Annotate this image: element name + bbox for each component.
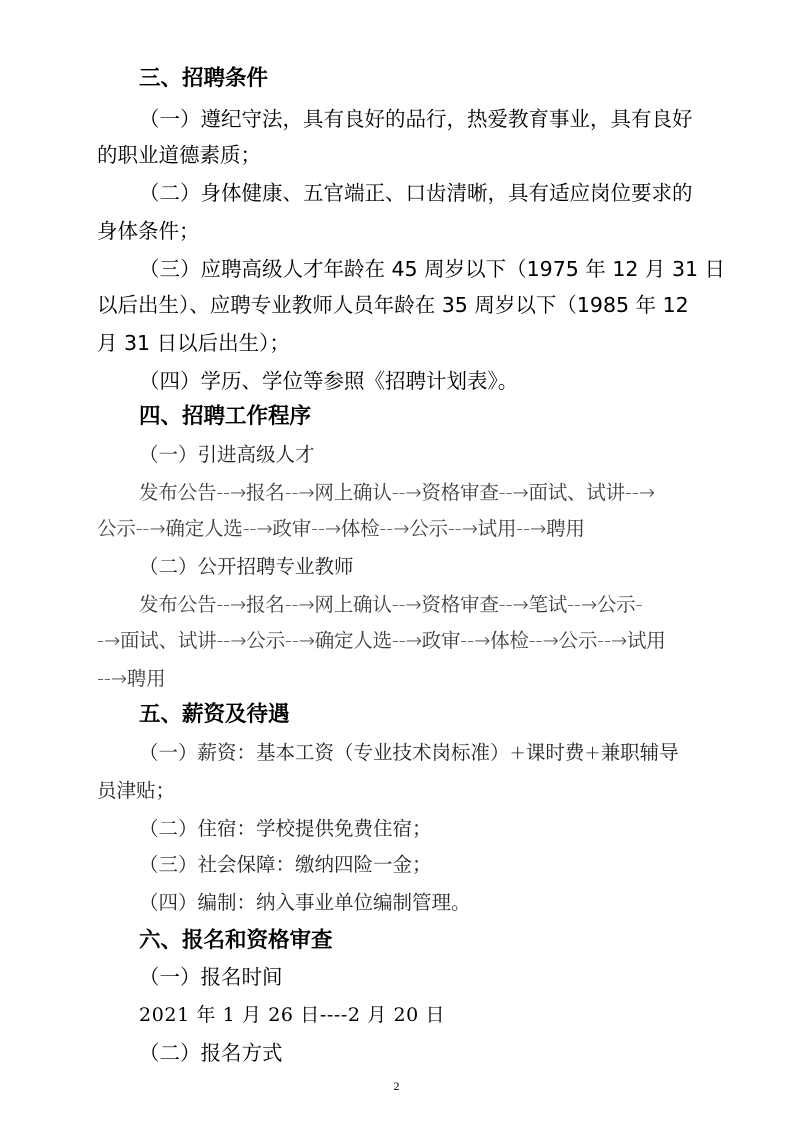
paragraph: 的职业道德素质； xyxy=(97,143,261,167)
paragraph: （一）遵纪守法，具有良好的品行，热爱教育事业，具有良好 xyxy=(139,107,693,131)
paragraph: 月 31 日以后出生）； xyxy=(97,331,290,355)
section-heading: 五、薪资及待遇 xyxy=(139,702,290,727)
paragraph: 身体条件； xyxy=(97,219,200,243)
process-flow: 发布公告--→报名--→网上确认--→资格审查--→面试、试讲--→ xyxy=(139,481,655,504)
page-number: 2 xyxy=(393,1079,400,1093)
paragraph: 以后出生）、应聘专业教师人员年龄在 35 周岁以下（1985 年 12 xyxy=(97,293,689,317)
subheading: （二）公开招聘专业教师 xyxy=(139,555,354,578)
registration-date: 2021 年 1 月 26 日----2 月 20 日 xyxy=(139,1004,446,1026)
paragraph: （二）身体健康、五官端正、口齿清晰，具有适应岗位要求的 xyxy=(139,181,693,205)
process-flow: 公示--→确定人选--→政审--→体检--→公示--→试用--→聘用 xyxy=(97,517,585,540)
subheading: （一）报名时间 xyxy=(139,965,283,989)
section-heading: 三、招聘条件 xyxy=(139,66,269,91)
process-flow: --→聘用 xyxy=(97,667,166,690)
paragraph: （三）应聘高级人才年龄在 45 周岁以下（1975 年 12 月 31 日 xyxy=(139,257,726,281)
subheading: （一）引进高级人才 xyxy=(139,443,315,466)
process-flow: 发布公告--→报名--→网上确认--→资格审查--→笔试--→公示- xyxy=(139,593,643,616)
process-flow: -→面试、试讲--→公示--→确定人选--→政审--→体检--→公示--→试用 xyxy=(97,629,666,652)
subheading: （二）报名方式 xyxy=(139,1041,283,1065)
section-heading: 六、报名和资格审查 xyxy=(139,928,333,953)
section-heading: 四、招聘工作程序 xyxy=(139,404,312,429)
paragraph: （四）编制：纳入事业单位编制管理。 xyxy=(139,891,471,914)
paragraph: 员津贴； xyxy=(97,779,176,802)
paragraph: （一）薪资：基本工资（专业技术岗标准）+课时费+兼职辅导 xyxy=(139,741,679,764)
paragraph: （三）社会保障：缴纳四险一金； xyxy=(139,853,432,876)
paragraph: （四）学历、学位等参照《招聘计划表》。 xyxy=(139,369,519,393)
paragraph: （二）住宿：学校提供免费住宿； xyxy=(139,817,432,840)
